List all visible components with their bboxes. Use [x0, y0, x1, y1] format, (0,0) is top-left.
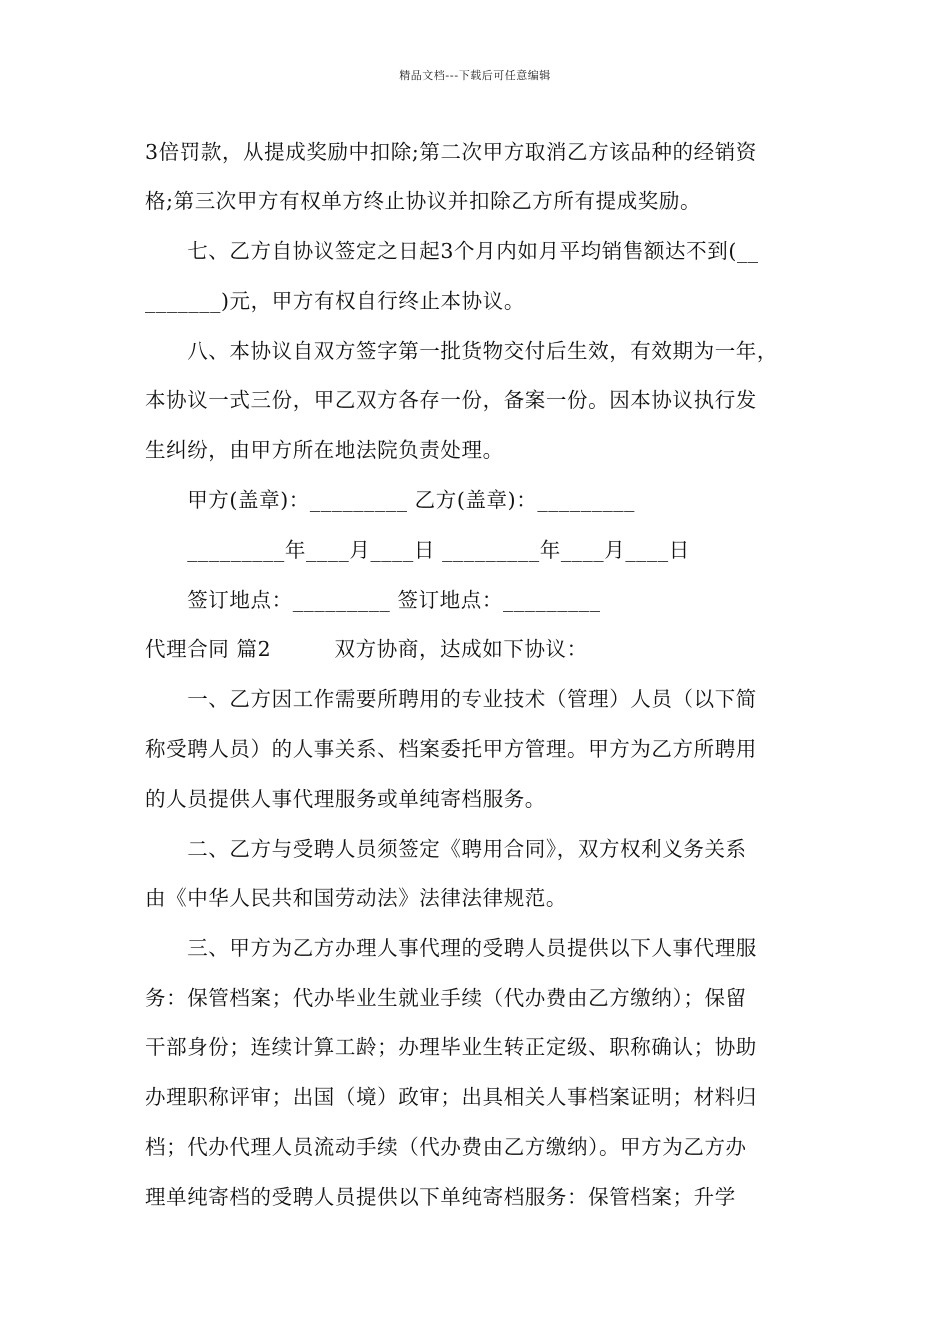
text-line: 干部身份；连续计算工龄；办理毕业生转正定级、职称确认；协助: [145, 1035, 757, 1059]
text-line: 称受聘人员）的人事关系、档案委托甲方管理。甲方为乙方所聘用: [145, 737, 757, 761]
page-header: 精品文档---下载后可任意编辑: [399, 69, 551, 82]
section-heading: 代理合同 篇2 双方协商，达成如下协议：: [145, 637, 588, 661]
text-line: 务：保管档案；代办毕业生就业手续（代办费由乙方缴纳）；保留: [145, 986, 747, 1010]
text-line: 理单纯寄档的受聘人员提供以下单纯寄档服务：保管档案；升学: [145, 1185, 736, 1209]
text-line: _______)元，甲方有权自行终止本协议。: [145, 289, 525, 313]
signature-line: 甲方(盖章)：_________ 乙方(盖章)：_________: [145, 488, 636, 512]
text-line: 三、甲方为乙方办理人事代理的受聘人员提供以下人事代理服: [145, 936, 757, 960]
text-line: 本协议一式三份，甲乙双方各存一份，备案一份。因本协议执行发: [145, 388, 757, 412]
text-line: 由《中华人民共和国劳动法》法律法律规范。: [145, 886, 567, 910]
text-line: 格;第三次甲方有权单方终止协议并扣除乙方所有提成奖励。: [145, 189, 702, 213]
text-line: 生纠纷，由甲方所在地法院负责处理。: [145, 438, 504, 462]
text-line: 办理职称评审；出国（境）政审；出具相关人事档案证明；材料归: [145, 1085, 757, 1109]
text-line: 七、乙方自协议签定之日起3个月内如月平均销售额达不到(__: [145, 239, 759, 263]
location-line: 签订地点：_________ 签订地点：_________: [145, 588, 601, 612]
text-line: 一、乙方因工作需要所聘用的专业技术（管理）人员（以下简: [145, 687, 757, 711]
text-line: 3倍罚款，从提成奖励中扣除;第二次甲方取消乙方该品种的经销资: [145, 140, 757, 164]
date-line: _________年____月____日 _________年____月____日: [145, 538, 690, 562]
text-line: 档；代办代理人员流动手续（代办费由乙方缴纳）。甲方为乙方办: [145, 1135, 747, 1159]
text-line: 二、乙方与受聘人员须签定《聘用合同》，双方权利义务关系: [145, 837, 747, 861]
text-line: 八、本协议自双方签字第一批货物交付后生效，有效期为一年，: [145, 339, 778, 363]
text-line: 的人员提供人事代理服务或单纯寄档服务。: [145, 787, 546, 811]
